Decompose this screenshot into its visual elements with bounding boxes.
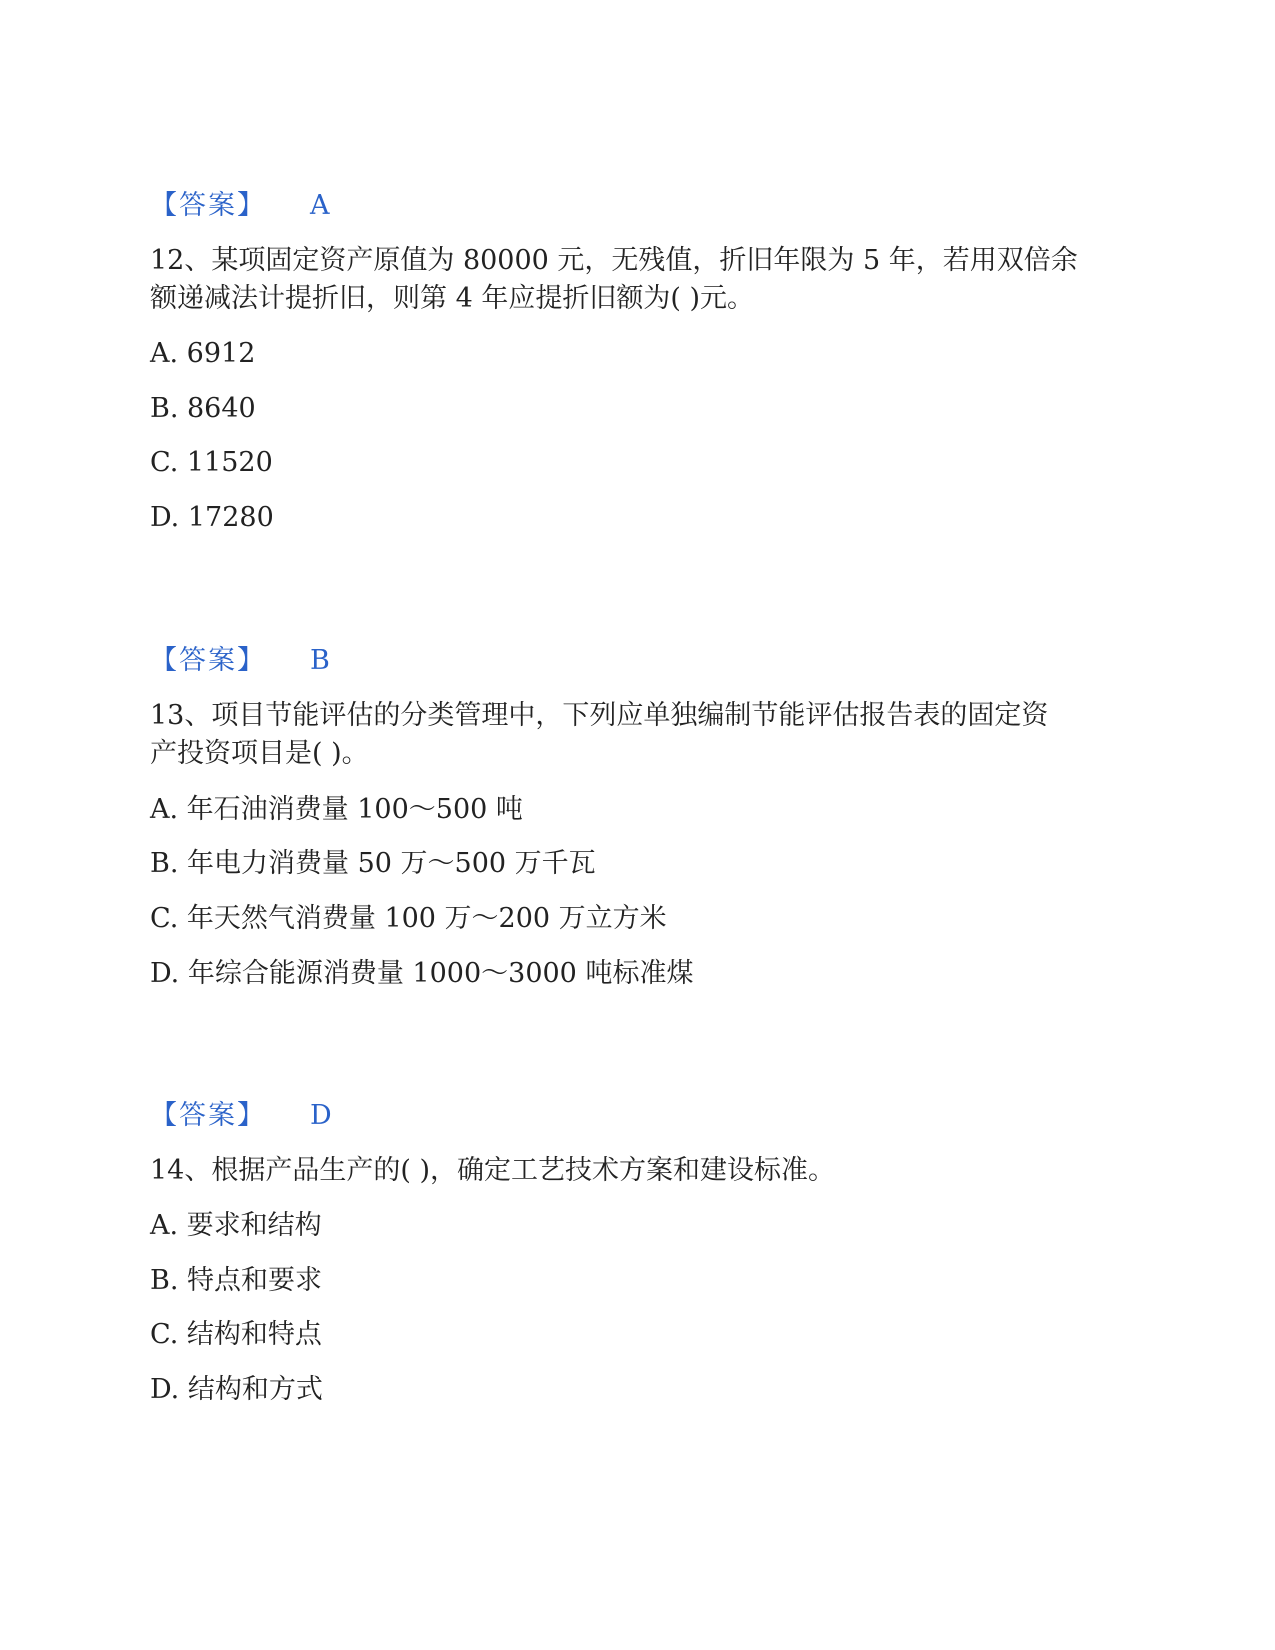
answer-label: 【答案】: [150, 645, 266, 676]
answer-label: 【答案】: [150, 1100, 266, 1131]
answer-value: B: [310, 645, 330, 676]
question-13-option-b: B. 年电力消费量 50 万～500 万千瓦: [150, 848, 596, 879]
question-13-text-line1: 13、项目节能评估的分类管理中，下列应单独编制节能评估报告表的固定资: [150, 700, 1049, 731]
answer-row: [150, 187, 550, 225]
answer-value: A: [310, 190, 330, 221]
question-13-option-c: C. 年天然气消费量 100 万～200 万立方米: [150, 903, 667, 934]
answer-value: D: [310, 1100, 332, 1131]
question-13-text-line2: 产投资项目是( )。: [150, 738, 369, 769]
question-14-option-b: B. 特点和要求: [150, 1265, 323, 1296]
question-12-text-line1: 12、某项固定资产原值为 80000 元，无残值，折旧年限为 5 年，若用双倍余: [150, 245, 1078, 276]
question-14-text-line1: 14、根据产品生产的( )，确定工艺技术方案和建设标准。: [150, 1155, 836, 1186]
question-12-option-c: C. 11520: [150, 447, 273, 478]
question-12-option-b: B. 8640: [150, 393, 256, 424]
question-14-option-c: C. 结构和特点: [150, 1319, 322, 1350]
answer-label: 【答案】: [150, 190, 266, 221]
question-14-option-d: D. 结构和方式: [150, 1374, 323, 1405]
question-12-option-a: A. 6912: [150, 338, 256, 369]
question-13-option-a: A. 年石油消费量 100～500 吨: [150, 794, 523, 825]
answer-row: [150, 1097, 550, 1135]
question-13-option-d: D. 年综合能源消费量 1000～3000 吨标准煤: [150, 958, 694, 989]
question-12-text-line2: 额递减法计提折旧，则第 4 年应提折旧额为( )元。: [150, 283, 754, 314]
answer-row: [150, 642, 550, 680]
question-14-option-a: A. 要求和结构: [150, 1210, 322, 1241]
question-12-option-d: D. 17280: [150, 502, 274, 533]
